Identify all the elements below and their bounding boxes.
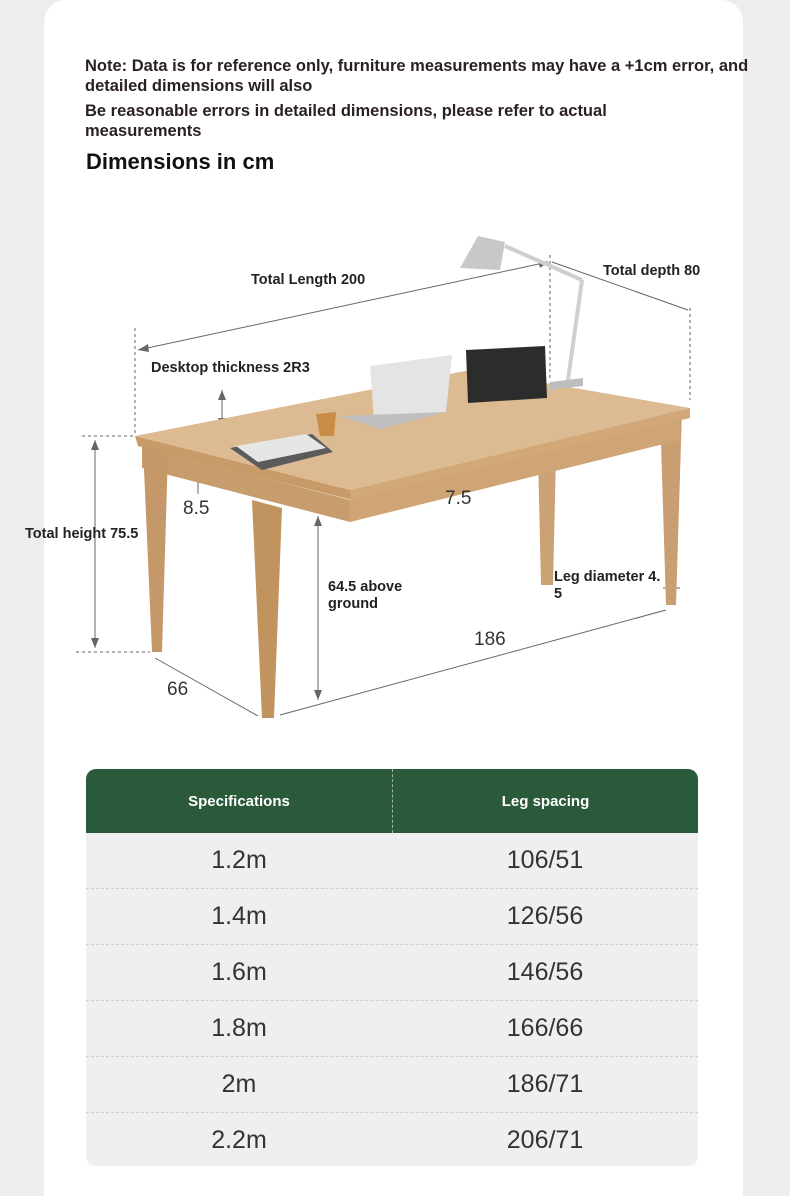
table-row — [86, 833, 698, 889]
width-186-label: 186 — [474, 629, 506, 650]
leg-spacing-cell: 166/66 — [506, 1014, 584, 1042]
dimensions-heading: Dimensions in cm — [86, 149, 275, 174]
spec-cell: 1.8m — [211, 1014, 267, 1042]
table-row — [86, 1113, 698, 1166]
clearance-label: 64.5 above ground — [328, 579, 403, 612]
desk-illustration — [0, 200, 790, 740]
leg-spacing-cell: 126/56 — [506, 902, 584, 930]
table-row — [86, 1057, 698, 1113]
spec-cell: 2m — [221, 1070, 257, 1098]
total-length-label: Total Length 200 — [251, 272, 366, 288]
leg-spacing-cell: 206/71 — [506, 1126, 584, 1154]
spec-table-header — [86, 769, 698, 833]
spec-table — [86, 769, 698, 1166]
table-row — [86, 889, 698, 945]
spec-cell: 1.4m — [211, 902, 267, 930]
table-row — [86, 1001, 698, 1057]
total-depth-label: Total depth 80 — [603, 263, 701, 279]
note-line-1: Note: Data is for reference only, furniture measurements may have a +1cm error, and detailed dimensions will also — [85, 57, 749, 95]
desktop-thickness-label: Desktop thickness 2R3 — [151, 360, 310, 376]
total-height-label: Total height 75.5 — [25, 526, 139, 542]
leg-spacing-cell: 106/51 — [506, 846, 584, 874]
leg-diameter-label: Leg diameter 4. 5 — [554, 569, 661, 602]
spec-cell: 1.2m — [211, 846, 267, 874]
spec-cell: 2.2m — [211, 1126, 267, 1154]
spec-cell: 1.6m — [211, 958, 267, 986]
apron-front-label: 7.5 — [445, 488, 472, 509]
desk-dimension-diagram — [0, 200, 790, 740]
leg-spacing-cell: 146/56 — [506, 958, 584, 986]
header-specifications: Specifications — [86, 769, 393, 833]
depth-66-label: 66 — [167, 679, 189, 700]
apron-left-label: 8.5 — [183, 498, 210, 519]
note-line-2: Be reasonable errors in detailed dimensions, please refer to actual measurements — [85, 102, 607, 140]
table-row — [86, 945, 698, 1001]
header-leg-spacing: Leg spacing — [501, 792, 590, 810]
leg-spacing-cell: 186/71 — [506, 1070, 584, 1098]
